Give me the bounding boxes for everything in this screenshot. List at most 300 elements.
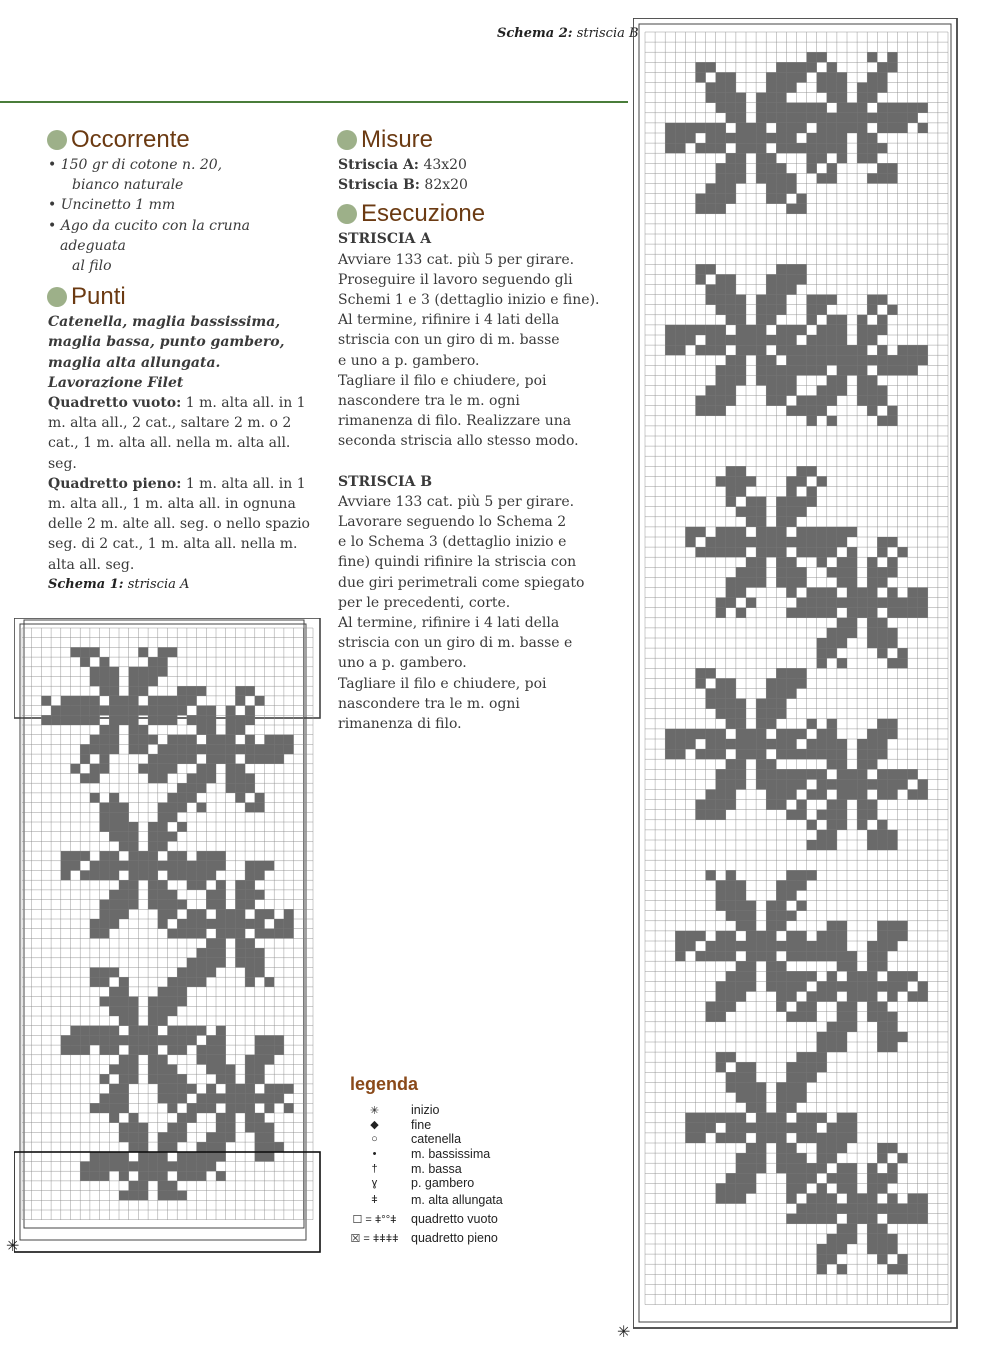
filled-cell [776, 1163, 786, 1173]
filled-cell [797, 941, 807, 951]
filled-cell [877, 123, 887, 133]
left-column [48, 125, 320, 575]
filled-cell [857, 83, 867, 93]
filled-cell [736, 1113, 746, 1123]
filled-cell [746, 476, 756, 486]
crab-stitch-symbol-icon: ɣ [371, 1177, 378, 1190]
filled-cell [908, 588, 918, 598]
filled-cell [255, 1094, 265, 1104]
filled-cell [817, 355, 827, 365]
filled-cell [736, 759, 746, 769]
filled-cell [837, 1032, 847, 1042]
filled-cell [245, 754, 255, 764]
filled-cell [817, 133, 827, 143]
filled-cell [756, 173, 766, 183]
filled-cell [129, 1065, 139, 1075]
filled-cell [706, 1002, 716, 1012]
filled-cell [138, 667, 148, 677]
filled-cell [255, 803, 265, 813]
filled-cell [786, 739, 796, 749]
filled-cell [80, 851, 90, 861]
filled-cell [90, 744, 100, 754]
filled-cell [776, 981, 786, 991]
filled-cell [138, 677, 148, 687]
filled-cell [766, 951, 776, 961]
punti-stitches: Catenella, maglia bassissima, maglia bassa, punto gambero, maglia alta allungata. [48, 314, 285, 371]
filled-cell [245, 890, 255, 900]
filled-cell [187, 977, 197, 987]
filled-cell [797, 810, 807, 820]
filled-cell [80, 774, 90, 784]
filled-cell [168, 1035, 178, 1045]
filled-cell [235, 725, 245, 735]
filled-cell [706, 790, 716, 800]
filled-cell [817, 1052, 827, 1062]
filled-cell [726, 1173, 736, 1183]
filled-cell [706, 264, 716, 274]
filled-cell [177, 1162, 187, 1172]
filled-cell [206, 958, 216, 968]
filled-cell [226, 735, 236, 745]
filled-cell [716, 1062, 726, 1072]
filled-cell [726, 163, 736, 173]
filled-cell [837, 113, 847, 123]
filled-cell [148, 1055, 158, 1065]
filled-cell [857, 396, 867, 406]
filled-cell [807, 840, 817, 850]
filled-cell [847, 1214, 857, 1224]
filled-cell [786, 204, 796, 214]
filled-cell [138, 1045, 148, 1055]
filled-cell [158, 1094, 168, 1104]
filled-cell [756, 759, 766, 769]
filled-cell [168, 851, 178, 861]
filled-cell [797, 143, 807, 153]
filled-cell [746, 598, 756, 608]
filled-cell [817, 1183, 827, 1193]
filled-cell [158, 647, 168, 657]
filled-cell [100, 1162, 110, 1172]
filled-cell [877, 103, 887, 113]
filled-cell [119, 977, 129, 987]
filled-cell [726, 527, 736, 537]
filled-cell [119, 832, 129, 842]
filled-cell [867, 325, 877, 335]
filled-cell [129, 735, 139, 745]
filled-cell [807, 1002, 817, 1012]
filled-cell [716, 1183, 726, 1193]
filled-cell [837, 315, 847, 325]
filled-cell [71, 851, 81, 861]
start-marker-icon: ✳ [617, 1322, 631, 1341]
filled-cell [675, 335, 685, 345]
filled-cell [90, 919, 100, 929]
filled-cell [187, 880, 197, 890]
filled-cell [898, 779, 908, 789]
filled-cell [726, 992, 736, 1002]
filled-cell [736, 1194, 746, 1204]
filled-cell [837, 1123, 847, 1133]
filled-cell [837, 153, 847, 163]
filled-cell [80, 1045, 90, 1055]
filled-cell [706, 133, 716, 143]
filled-cell [100, 997, 110, 1007]
filled-cell [877, 1254, 887, 1264]
filled-cell [706, 295, 716, 305]
filled-cell [716, 779, 726, 789]
filled-cell [918, 103, 928, 113]
filled-cell [206, 744, 216, 754]
filled-cell [716, 699, 726, 709]
filled-cell [187, 735, 197, 745]
filled-cell [766, 678, 776, 688]
full-square-symbol-icon: ☒ = ǂǂǂǂ [350, 1232, 399, 1245]
filled-cell [119, 803, 129, 813]
filled-cell [71, 706, 81, 716]
filled-cell [736, 608, 746, 618]
filled-cell [756, 113, 766, 123]
filled-cell [908, 971, 918, 981]
filled-cell [776, 1133, 786, 1143]
filled-cell [877, 396, 887, 406]
filled-cell [887, 1264, 897, 1274]
top-divider-rule [0, 101, 628, 103]
filled-cell [255, 1123, 265, 1133]
filled-cell [119, 997, 129, 1007]
filled-cell [235, 696, 245, 706]
filled-cell [158, 832, 168, 842]
filled-cell [817, 1042, 827, 1052]
filled-cell [776, 547, 786, 557]
filled-cell [716, 608, 726, 618]
filled-cell [109, 1084, 119, 1094]
filled-cell [138, 725, 148, 735]
filled-cell [797, 931, 807, 941]
filled-cell [756, 951, 766, 961]
filled-cell [197, 725, 207, 735]
filled-cell [918, 992, 928, 1002]
filled-cell [716, 547, 726, 557]
filled-cell [817, 951, 827, 961]
filled-cell [807, 52, 817, 62]
filled-cell [756, 1093, 766, 1103]
filled-cell [746, 1082, 756, 1092]
filled-cell [766, 739, 776, 749]
filled-cell [158, 1074, 168, 1084]
filled-cell [177, 1132, 187, 1142]
filled-cell [786, 1214, 796, 1224]
filled-cell [877, 921, 887, 931]
filled-cell [284, 1103, 294, 1113]
filled-cell [187, 919, 197, 929]
filled-cell [138, 851, 148, 861]
filled-cell [797, 1183, 807, 1193]
filled-cell [235, 929, 245, 939]
filled-cell [766, 396, 776, 406]
filled-cell [696, 72, 706, 82]
filled-cell [827, 719, 837, 729]
filled-cell [736, 1123, 746, 1133]
filled-cell [776, 537, 786, 547]
filled-cell [245, 735, 255, 745]
filled-cell [797, 1153, 807, 1163]
filled-cell [786, 264, 796, 274]
filled-cell [168, 1103, 178, 1113]
chain-symbol-icon: ○ [371, 1133, 378, 1146]
filled-cell [867, 1224, 877, 1234]
filled-cell [216, 900, 226, 910]
filled-cell [786, 1062, 796, 1072]
filled-cell [71, 696, 81, 706]
filled-cell [109, 706, 119, 716]
filled-cell [726, 1072, 736, 1082]
filled-cell [206, 706, 216, 716]
filled-cell [837, 567, 847, 577]
filled-cell [786, 1093, 796, 1103]
filled-cell [284, 744, 294, 754]
filled-cell [109, 812, 119, 822]
filled-cell [807, 870, 817, 880]
filled-cell [877, 769, 887, 779]
filled-cell [827, 1032, 837, 1042]
filled-cell [756, 517, 766, 527]
filled-cell [827, 355, 837, 365]
filled-cell [716, 406, 726, 416]
filled-cell [197, 909, 207, 919]
filled-cell [100, 657, 110, 667]
filled-cell [100, 929, 110, 939]
filled-cell [827, 83, 837, 93]
filled-cell [817, 588, 827, 598]
filled-cell [716, 133, 726, 143]
filled-cell [109, 667, 119, 677]
filled-cell [109, 890, 119, 900]
filled-cell [148, 657, 158, 667]
filled-cell [817, 143, 827, 153]
legend-item: ɣ p. gambero [338, 1176, 503, 1191]
filled-cell [746, 1062, 756, 1072]
filled-cell [817, 992, 827, 1002]
filled-cell [746, 143, 756, 153]
filled-cell [918, 608, 928, 618]
filled-cell [817, 658, 827, 668]
filled-cell [797, 981, 807, 991]
filled-cell [736, 487, 746, 497]
filled-cell [716, 375, 726, 385]
filled-cell [776, 113, 786, 123]
filled-cell [736, 1062, 746, 1072]
filled-cell [148, 1065, 158, 1075]
filled-cell [158, 987, 168, 997]
filled-cell [776, 375, 786, 385]
filled-cell [245, 871, 255, 881]
filled-cell [736, 375, 746, 385]
filled-cell [746, 1153, 756, 1163]
filled-cell [877, 1244, 887, 1254]
filled-cell [197, 803, 207, 813]
filled-cell [148, 696, 158, 706]
filled-cell [245, 958, 255, 968]
filled-cell [226, 909, 236, 919]
filled-cell [148, 1074, 158, 1084]
filled-cell [817, 810, 827, 820]
filled-cell [786, 365, 796, 375]
filled-cell [817, 981, 827, 991]
filled-cell [706, 396, 716, 406]
filled-cell [129, 1191, 139, 1201]
filled-cell [827, 123, 837, 133]
filled-cell [776, 992, 786, 1002]
filled-cell [847, 779, 857, 789]
filled-cell [177, 744, 187, 754]
filled-cell [187, 1162, 197, 1172]
filled-cell [908, 608, 918, 618]
filled-cell [90, 968, 100, 978]
filled-cell [726, 83, 736, 93]
filled-cell [726, 769, 736, 779]
filled-cell [675, 729, 685, 739]
filled-cell [887, 406, 897, 416]
filled-cell [138, 1132, 148, 1142]
filled-cell [887, 305, 897, 315]
legend-item: ☒ = ǂǂǂǂ quadretto pieno [338, 1229, 503, 1248]
filled-cell [797, 1082, 807, 1092]
filled-cell [90, 647, 100, 657]
filled-cell [786, 557, 796, 567]
filled-cell [255, 909, 265, 919]
filled-cell [206, 900, 216, 910]
schema1-caption: Schema 1: striscia A [48, 577, 190, 592]
filled-cell [817, 1032, 827, 1042]
filled-cell [817, 638, 827, 648]
filled-cell [776, 567, 786, 577]
filled-cell [807, 941, 817, 951]
filled-cell [837, 961, 847, 971]
filled-cell [766, 335, 776, 345]
filled-cell [736, 537, 746, 547]
filled-cell [696, 345, 706, 355]
filled-cell [706, 345, 716, 355]
filled-cell [148, 706, 158, 716]
filled-cell [756, 153, 766, 163]
filled-cell [776, 800, 786, 810]
filled-cell [148, 841, 158, 851]
filled-cell [867, 1012, 877, 1022]
filled-cell [877, 830, 887, 840]
filled-cell [726, 133, 736, 143]
filled-cell [726, 113, 736, 123]
filled-cell [706, 123, 716, 133]
filled-cell [235, 774, 245, 784]
filled-cell [109, 1006, 119, 1016]
filled-cell [766, 790, 776, 800]
filled-cell [877, 941, 887, 951]
filled-cell [837, 1163, 847, 1173]
filled-cell [90, 706, 100, 716]
filled-cell [148, 774, 158, 784]
filled-cell [887, 790, 897, 800]
bullet-dot-icon [47, 287, 67, 307]
filled-cell [847, 1163, 857, 1173]
filled-cell [877, 345, 887, 355]
filled-cell [158, 657, 168, 667]
filled-cell [797, 103, 807, 113]
filled-cell [807, 113, 817, 123]
filled-cell [109, 1035, 119, 1045]
filled-cell [138, 871, 148, 881]
filled-cell [877, 416, 887, 426]
filled-cell [129, 667, 139, 677]
filled-cell [908, 365, 918, 375]
filled-cell [857, 981, 867, 991]
filled-cell [887, 658, 897, 668]
filled-cell [766, 709, 776, 719]
filled-cell [827, 1244, 837, 1254]
filled-cell [918, 779, 928, 789]
filled-cell [817, 931, 827, 941]
filled-cell [756, 557, 766, 567]
filled-cell [797, 577, 807, 587]
filled-cell [716, 800, 726, 810]
filled-cell [716, 1194, 726, 1204]
filled-cell [206, 735, 216, 745]
filled-cell [726, 1002, 736, 1012]
filled-cell [877, 790, 887, 800]
filled-cell [817, 113, 827, 123]
filled-cell [716, 891, 726, 901]
filled-cell [756, 1123, 766, 1133]
filled-cell [158, 1006, 168, 1016]
filled-cell [168, 715, 178, 725]
filled-cell [786, 1103, 796, 1113]
filled-cell [685, 1123, 695, 1133]
filled-cell [786, 173, 796, 183]
filled-cell [168, 1026, 178, 1036]
filled-cell [877, 325, 887, 335]
filled-cell [187, 754, 197, 764]
filled-cell [168, 1084, 178, 1094]
misure-b: Striscia B: 82x20 [338, 177, 468, 194]
filled-cell [736, 466, 746, 476]
filled-cell [129, 1016, 139, 1026]
filled-cell [706, 689, 716, 699]
filled-cell [129, 822, 139, 832]
filled-cell [847, 1022, 857, 1032]
filled-cell [817, 840, 827, 850]
filled-cell [857, 335, 867, 345]
filled-cell [265, 1084, 275, 1094]
filled-cell [847, 355, 857, 365]
filled-cell [187, 1035, 197, 1045]
filled-cell [797, 345, 807, 355]
filled-cell [756, 123, 766, 133]
filled-cell [797, 608, 807, 618]
filled-cell [776, 911, 786, 921]
filled-cell [807, 537, 817, 547]
filled-cell [756, 103, 766, 113]
filled-cell [756, 305, 766, 315]
filled-cell [807, 295, 817, 305]
filled-cell [265, 861, 275, 871]
filled-cell [706, 547, 716, 557]
filled-cell [776, 274, 786, 284]
filled-cell [726, 719, 736, 729]
filled-cell [837, 1234, 847, 1244]
filled-cell [245, 744, 255, 754]
filled-cell [837, 375, 847, 385]
filled-cell [867, 608, 877, 618]
filled-cell [877, 113, 887, 123]
